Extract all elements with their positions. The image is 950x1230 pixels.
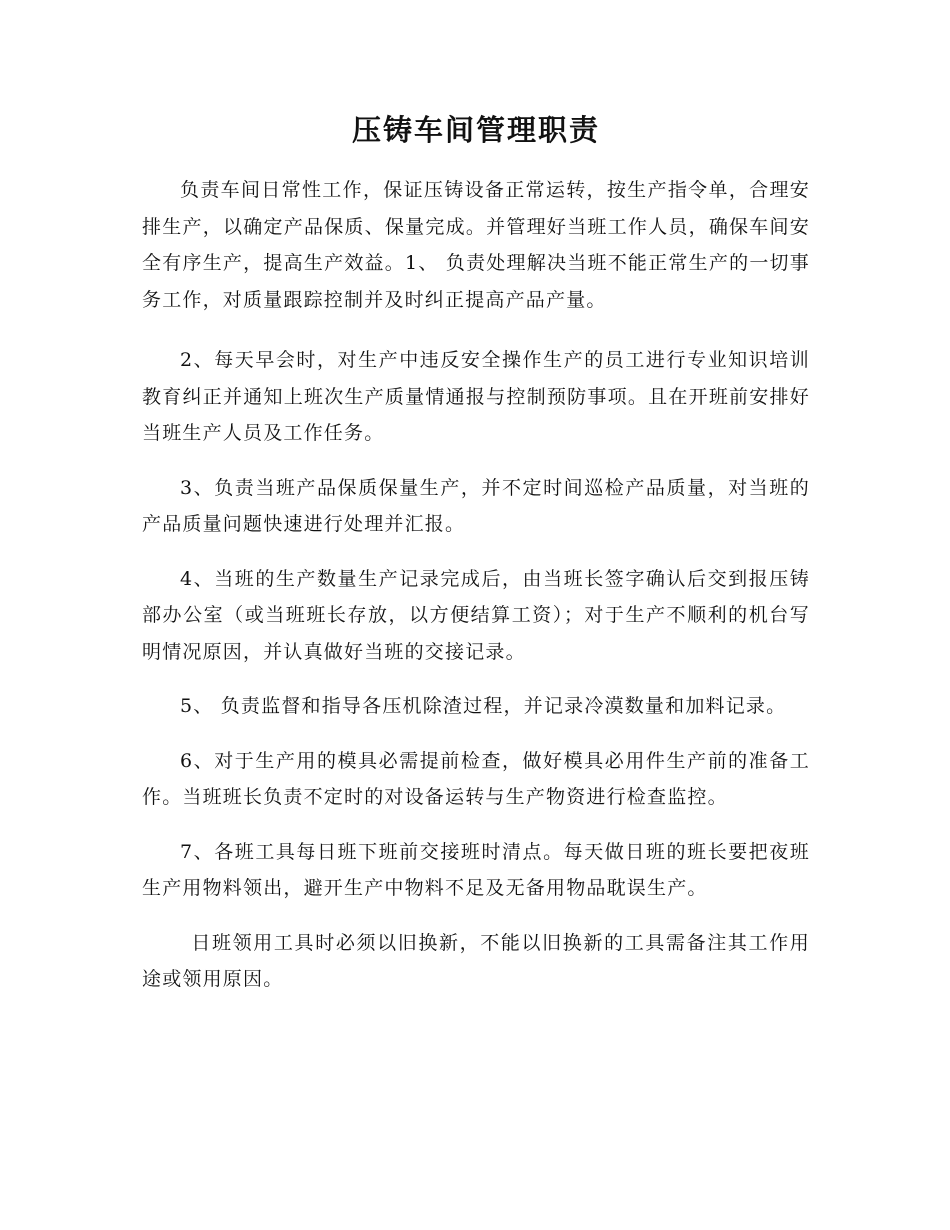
document-page xyxy=(142,110,810,1016)
paragraph-6: 6、对于生产用的模具必需提前检查，做好模具必用件生产前的准备工作。当班班长负责不定时的对设备运转与生产物资进行检查监控。 xyxy=(142,749,810,808)
paragraph-4: 4、当班的生产数量生产记录完成后，由当班长签字确认后交到报压铸部办公室（或当班班长存放，以方便结算工资）；对于生产不顺利的机台写明情况原因，并认真做好当班的交接记录。 xyxy=(142,567,810,663)
document-title: 压铸车间管理职责 xyxy=(351,113,600,147)
paragraph-5: 5、 负责监督和指导各压机除渣过程，并记录冷漠数量和加料记录。 xyxy=(180,695,787,717)
paragraph-2: 2、每天早会时，对生产中违反安全操作生产的员工进行专业知识培训教育纠正并通知上班次生产质量情通报与控制预防事项。且在开班前安排好当班生产人员及工作任务。 xyxy=(142,349,810,444)
paragraph-3: 3、负责当班产品保质保量生产，并不定时间巡检产品质量，对当班的产品质量问题快速进行处理并汇报。 xyxy=(142,476,810,535)
paragraph-intro: 负责车间日常性工作，保证压铸设备正常运转，按生产指令单，合理安排生产，以确定产品保质、保量完成。并管理好当班工作人员，确保车间安全有序生产，提高生产效益。1、 负责处理解决当班不能正常生产的一切事务工作，对质量跟踪控制并及时纠正提高产品产量。 xyxy=(142,179,810,311)
paragraph-7: 7、各班工具每日班下班前交接班时清点。每天做日班的班长要把夜班生产用物料领出，避开生产中物料不足及无备用物品耽误生产。 xyxy=(142,840,810,899)
paragraph-tool-exchange: 日班领用工具时必须以旧换新，不能以旧换新的工具需备注其工作用途或领用原因。 xyxy=(142,931,810,990)
